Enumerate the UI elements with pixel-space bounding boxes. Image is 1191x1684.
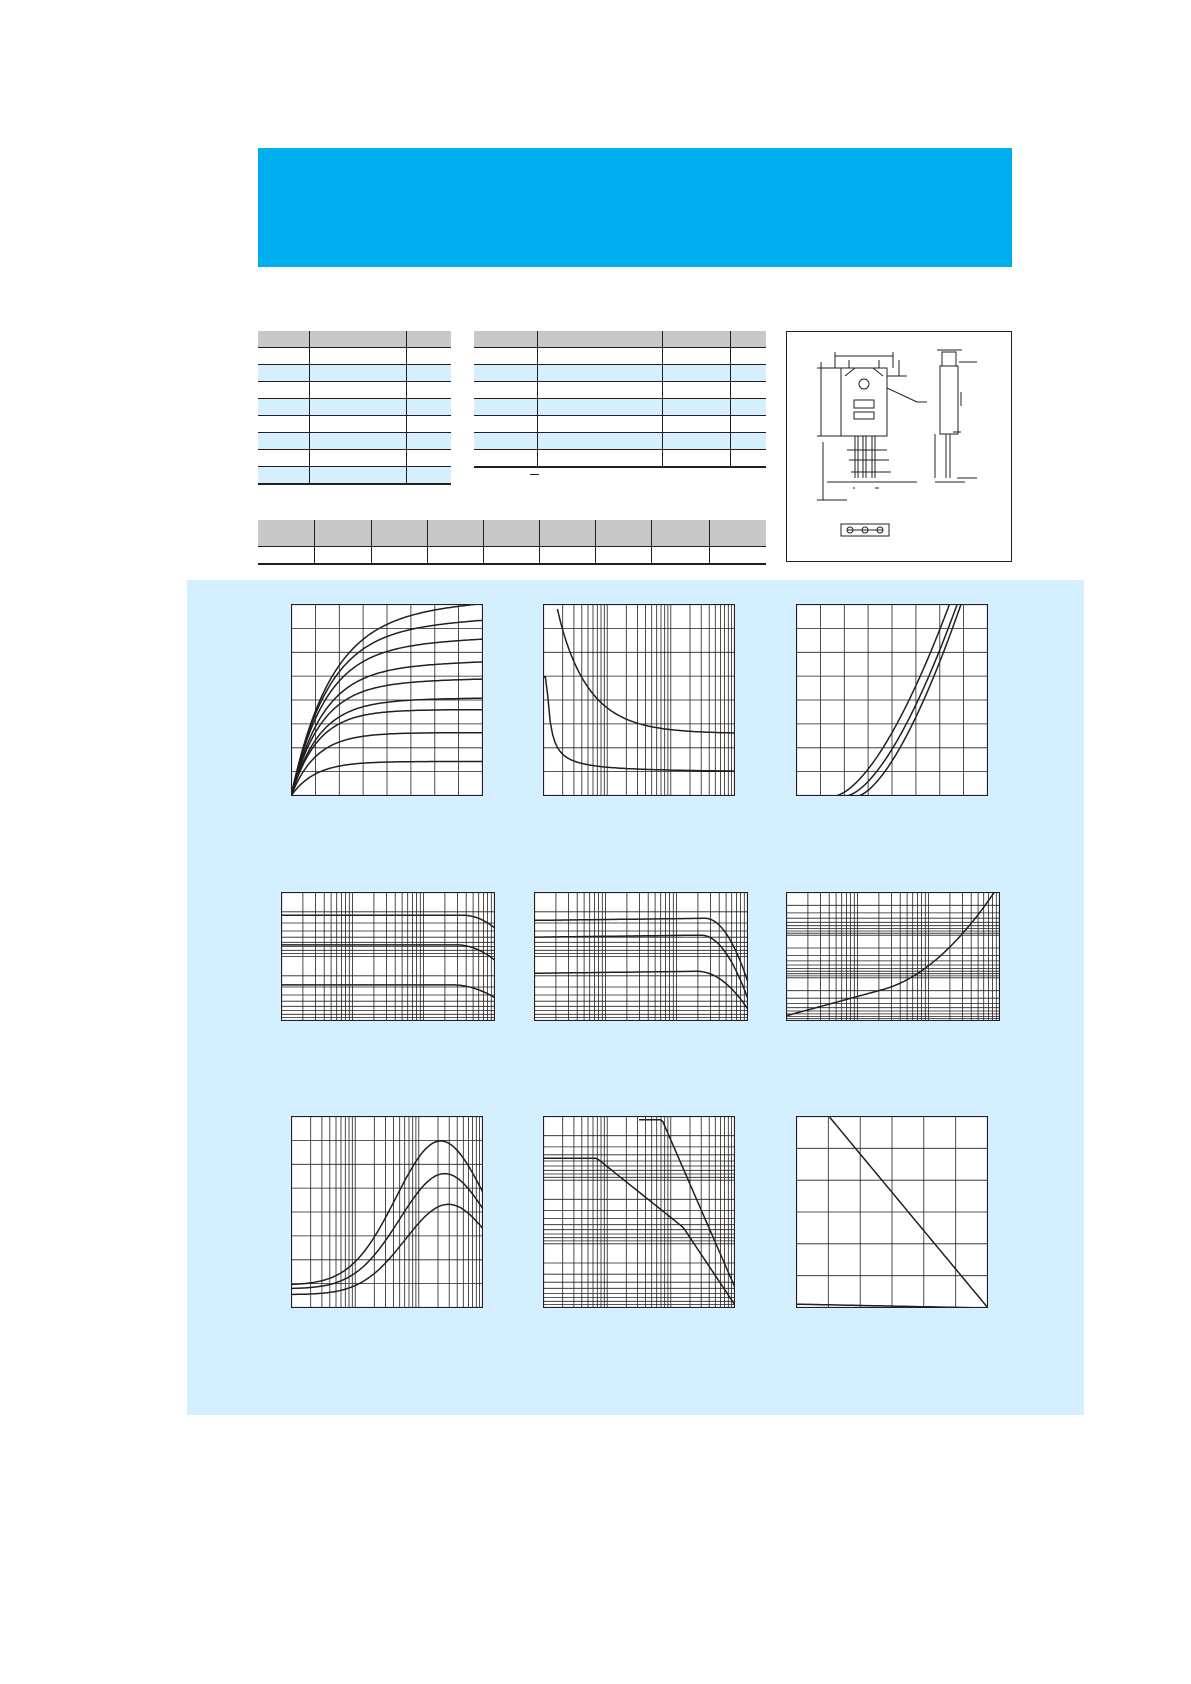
chart-hfe-ic-vce [534,892,748,1021]
series-line-3 [534,971,748,1009]
chart-hfe-ic-vce-svg [534,892,748,1021]
footnote-dash [530,474,539,475]
table-row [474,416,766,433]
table-row [474,382,766,399]
table-header-row [258,331,451,348]
chart-vce-sat-ic-svg [786,892,1000,1021]
chart-pc-ta-derating [796,1116,988,1308]
table-row [258,382,451,399]
table-row [258,416,451,433]
chart-vce-ib-svg [543,604,735,796]
table-row [258,348,451,365]
package-drawing-svg [787,332,1011,561]
series-line-2 [557,609,735,733]
chart-vce-ib [543,604,735,796]
package-outline-drawing [786,331,1012,562]
table-row [258,365,451,382]
table-header-row [258,520,766,547]
series-line-2 [281,945,495,961]
series-line-1 [786,892,1000,1016]
chart-ft-ie-svg [291,1116,483,1308]
chart-safe-operating-area-svg [543,1116,735,1308]
series-line-1 [830,1117,988,1308]
chart-safe-operating-area [543,1116,735,1308]
table-row [258,450,451,467]
series-line-2 [534,935,748,999]
table-row [258,399,451,416]
chart-pc-ta-derating-svg [796,1116,988,1308]
title-banner [258,148,1012,267]
ratings-table [258,331,451,485]
table-row [258,433,451,450]
chart-hfe-ic-temp-svg [281,892,495,1021]
series-line-2 [291,1174,483,1289]
electrical-characteristics-table [474,331,766,468]
table-row [474,365,766,382]
chart-ic-vbe-svg [796,604,988,796]
table-row [474,433,766,450]
chart-hfe-ic-temp [281,892,495,1021]
chart-vce-sat-ic [786,892,1000,1021]
chart-ic-vbe [796,604,988,796]
chart-ic-vce-svg [291,604,483,796]
series-line-1 [281,915,495,928]
table-row [474,399,766,416]
table-row [258,467,451,485]
chart-ic-vce [291,604,483,796]
hfe-rank-table [258,520,766,565]
table-row [474,348,766,365]
table-row [474,450,766,468]
chart-ft-ie [291,1116,483,1308]
table-header-row [474,331,766,348]
table-row [258,547,766,565]
series-line-1 [291,1141,483,1284]
